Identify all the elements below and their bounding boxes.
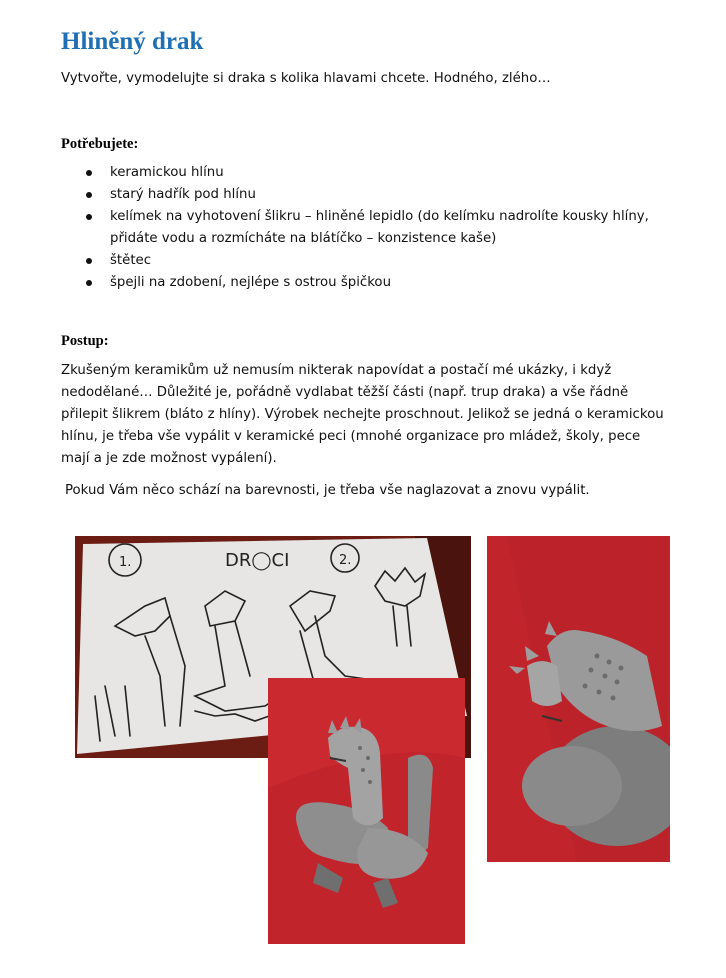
sketch-number-1: 1.: [119, 555, 132, 570]
sketch-number-2: 2.: [339, 553, 352, 568]
list-item-text: starý hadřík pod hlínu: [110, 187, 256, 202]
bullet-icon: [86, 192, 92, 198]
bullet-icon: [86, 170, 92, 176]
list-item: [86, 206, 686, 250]
page-title: Hliněný drak: [61, 28, 204, 55]
needs-list: [86, 162, 686, 294]
list-item-text: štětec: [110, 253, 152, 268]
intro-text: Vytvořte, vymodelujte si draka s kolika hlavami chcete. Hodného, zlého…: [61, 71, 551, 86]
list-item-text: keramickou hlínu: [110, 165, 224, 180]
bullet-icon: [86, 258, 92, 264]
procedure-heading: Postup:: [61, 333, 109, 349]
clay-dragon-closeup-photo: [487, 536, 670, 862]
glazing-paragraph: Pokud Vám něco schází na barevnosti, je třeba vše naglazovat a znovu vypálit.: [65, 483, 590, 498]
list-item: [86, 162, 686, 184]
list-item: [86, 184, 686, 206]
bullet-icon: [86, 280, 92, 286]
procedure-paragraph: Zkušeným keramikům už nemusím nikterak napovídat a postačí mé ukázky, i když nedodělané… Důležité je, pořádně vydlabat těžší části (např. trup draka) a vše řádně přilepit šlikrem (bláto z hlíny). Výrobek nechejte proschnout. Jelikož se jedná o keramickou hlínu, je třeba vše vypálit v keramické peci (mnohé organizace pro mládež, školy, pece mají a je zde možnost vypálení).: [61, 363, 664, 466]
clay-dragon-full-photo: [268, 678, 465, 944]
bullet-icon: [86, 214, 92, 220]
list-item-text: špejli na zdobení, nejlépe s ostrou špičkou: [110, 275, 391, 290]
sketch-title: DR◯CI: [225, 550, 290, 571]
list-item: [86, 272, 686, 294]
list-item: [86, 250, 686, 272]
list-item-text: kelímek na vyhotovení šlikru – hliněné lepidlo (do kelímku nadrolíte kousky hlíny, přidáte vodu a rozmícháte na blátíčko – konzistence kaše): [110, 209, 649, 246]
needs-heading: Potřebujete:: [61, 136, 139, 152]
